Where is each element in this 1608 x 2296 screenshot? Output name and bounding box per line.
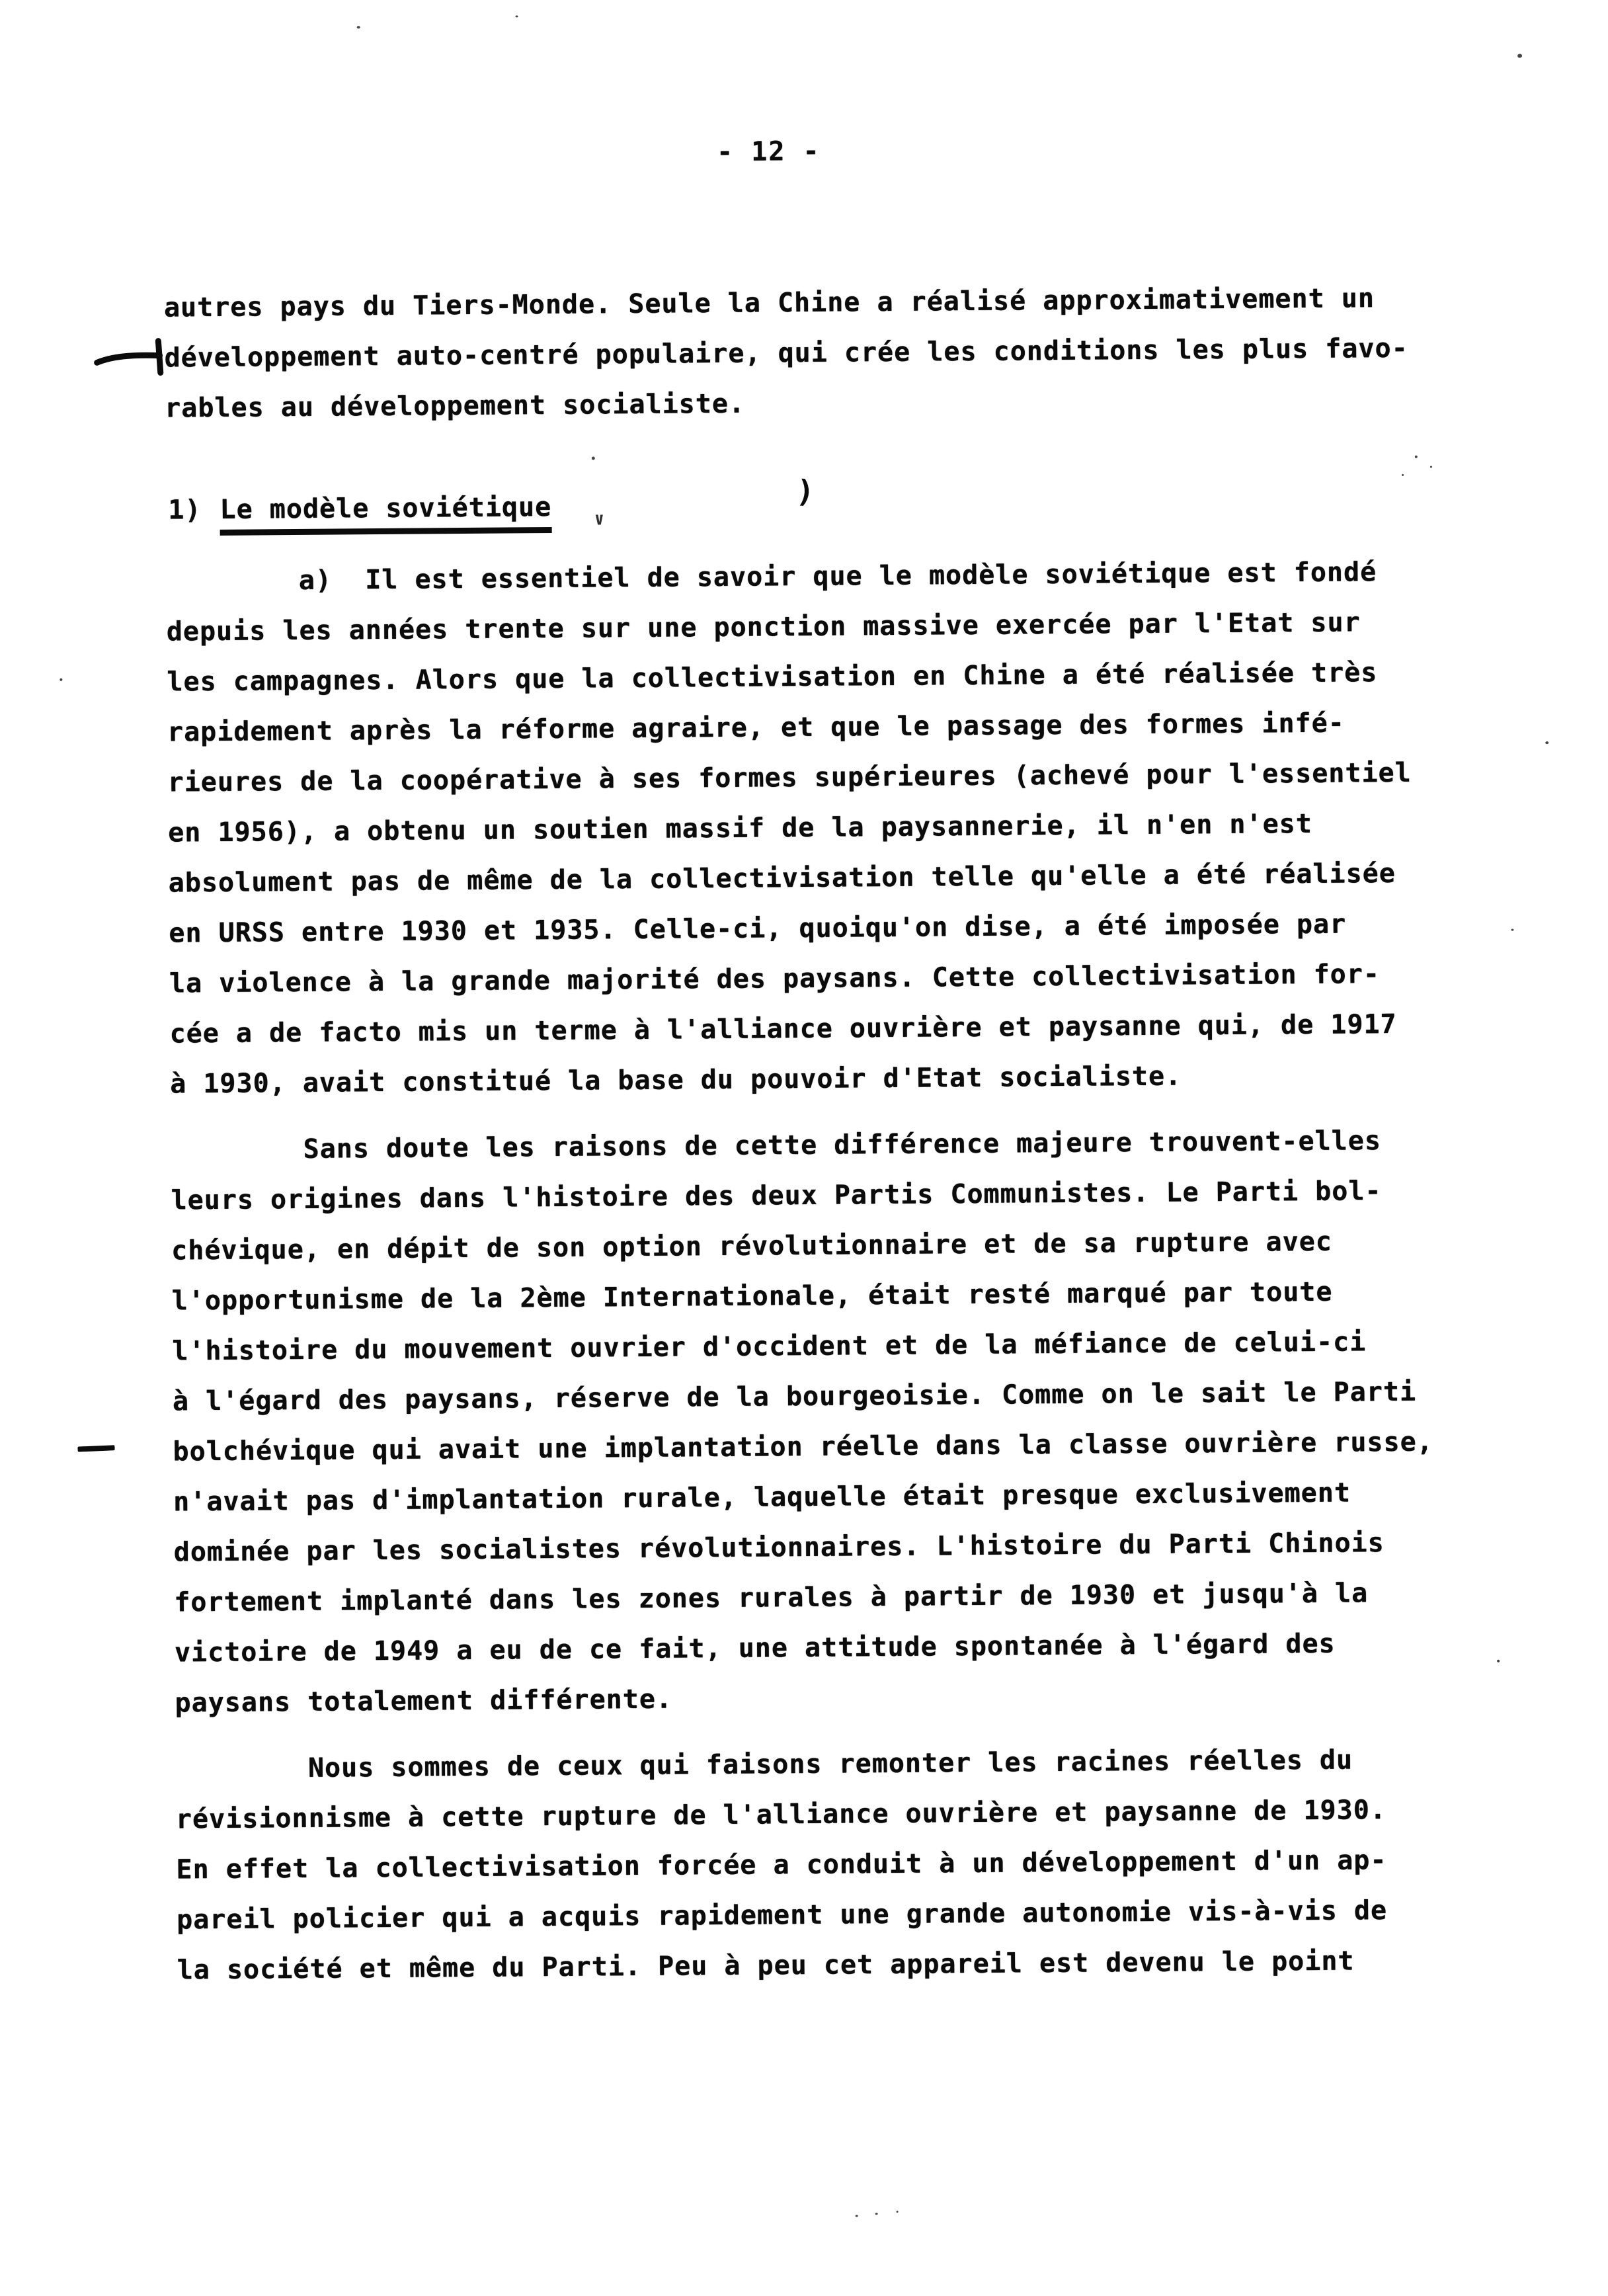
paragraph-sans-doute [171,1115,1511,1729]
text-line: la violence à la grande majorité des paysans. Cette collectivisation for- [169,959,1381,999]
text-line: En effet la collectivisation forcée a conduit à un développement d'un ap- [176,1845,1387,1885]
scan-speck [856,2215,858,2217]
text-line: Nous sommes de ceux qui faisons remonter les racines réelles du [175,1744,1353,1785]
scan-speck [357,26,360,28]
paragraph-point-a [166,546,1506,1110]
text-line: autres pays du Tiers-Monde. Seule la Chine a réalisé approximativement un [163,283,1375,323]
arrow-icon [91,334,171,378]
scan-speck [1517,54,1522,58]
text-line: rables au développement socialiste. [165,388,746,424]
scan-speck [897,2211,899,2213]
text-line: paysans totalement différente. [175,1684,673,1719]
scan-check-mark: ∨ [594,509,605,530]
text-line: à l'égard des paysans, réserve de la bourgeoisie. Comme on le sait le Parti [172,1376,1417,1417]
text-line: Sans doute les raisons de cette différence majeure trouvent-elles [170,1126,1382,1166]
text-line: leurs origines dans l'histoire des deux Partis Communistes. Le Parti bol- [171,1176,1382,1216]
text-line: l'opportunisme de la 2ème Internationale, était resté marqué par toute [171,1276,1333,1317]
text-line: révisionnisme à cette rupture de l'alliance ouvrière et paysanne de 1930. [175,1795,1387,1835]
margin-dash-mark [77,1445,114,1452]
section-heading [168,482,551,536]
text-line: chévique, en dépit de son option révolutionnaire et de sa rupture avec [171,1226,1333,1266]
scan-speck [592,456,595,460]
text-line: la société et même du Parti. Peu à peu cet appareil est devenu le point [177,1946,1355,1986]
text-line: l'histoire du mouvement ouvrier d'occident et de la méfiance de celui-ci [172,1327,1367,1367]
text-line: bolchévique qui avait une implantation réelle dans la classe ouvrière russe, [173,1426,1433,1467]
text-line: dominée par les socialistes révolutionnaires. L'histoire du Parti Chinois [173,1528,1385,1568]
scan-speck [1511,929,1513,931]
text-line: pareil policier qui a acquis rapidement une grande autonomie vis-à-vis de [176,1895,1388,1936]
scan-speck [1402,474,1404,476]
section-title: Le modèle soviétique [220,492,551,536]
scan-speck [875,2213,878,2215]
paragraph-intro [164,272,1501,434]
scan-speck [1497,1660,1500,1662]
paragraph-nous-sommes [175,1734,1513,1996]
text-line: les campagnes. Alors que la collectivisation en Chine a été réalisée très [167,657,1378,698]
section-number: 1) [168,495,202,526]
scan-speck [516,15,518,17]
text-line: depuis les années trente sur une ponction massive exercée par l'Etat sur [166,607,1361,647]
text-line: absolument pas de même de la collectivisation telle qu'elle a été réalisée [168,858,1396,899]
scan-speck [1430,466,1432,468]
stray-paren-mark: ) [795,473,816,510]
text-line: n'avait pas d'implantation rurale, laquelle était presque exclusivement [173,1477,1351,1518]
text-line: rieures de la coopérative à ses formes supérieures (achevé pour l'essentiel [167,757,1412,798]
text-line: en 1956), a obtenu un soutien massif de la paysannerie, il n'en n'est [168,808,1313,848]
text-line: cée a de facto mis un terme à l'alliance ouvrière et paysanne qui, de 1917 [169,1008,1397,1049]
scan-speck [1545,741,1548,744]
scan-speck [60,678,62,681]
margin-arrow-mark [91,334,171,381]
text-line: à 1930, avait constitué la base du pouvoir d'Etat socialiste. [170,1061,1182,1100]
page-number: - 12 - [716,136,821,167]
scan-speck [1415,456,1418,458]
text-line: développement auto-centré populaire, qui crée les conditions les plus favo- [164,333,1408,374]
text-line: victoire de 1949 a eu de ce fait, une attitude spontanée à l'égard des [174,1628,1336,1668]
text-line: a) Il est essentiel de savoir que le modèle soviétique est fondé [166,557,1377,597]
text-line: en URSS entre 1930 et 1935. Celle-ci, quoiqu'on dise, a été imposée par [169,909,1347,949]
text-line: fortement implanté dans les zones rurales à partir de 1930 et jusqu'à la [174,1578,1369,1618]
text-line: rapidement après la réforme agraire, et que le passage des formes infé- [167,708,1345,748]
